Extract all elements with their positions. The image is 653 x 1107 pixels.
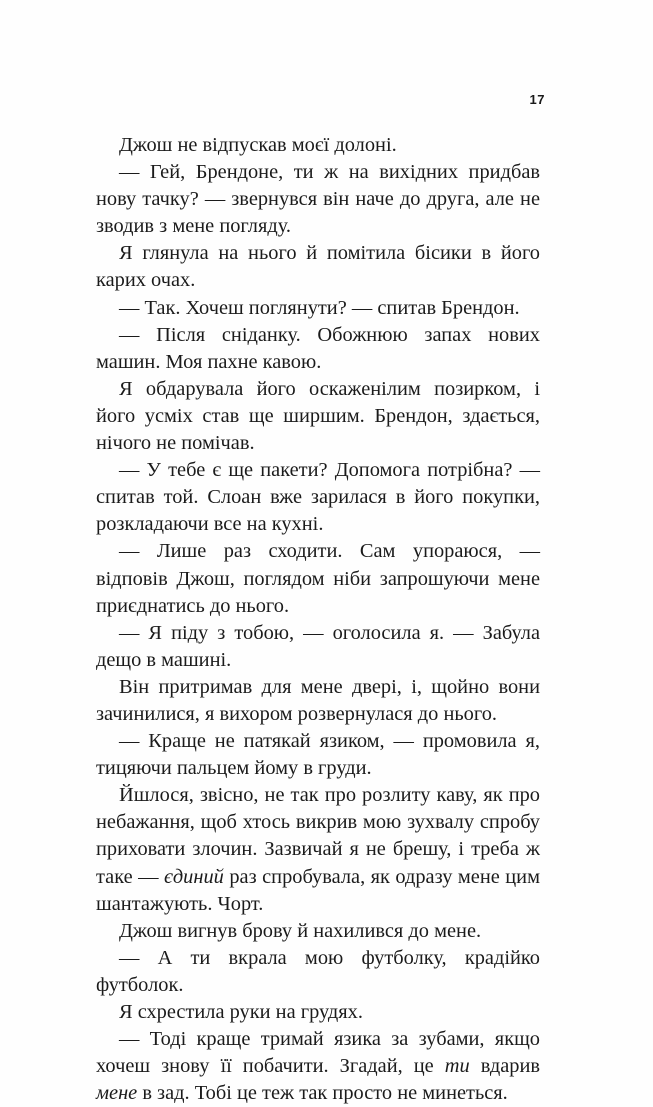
text-segment: — Я піду з тобою, — оголосила я. — Забула дещо в машині. (96, 621, 540, 671)
paragraph (96, 457, 540, 538)
text-segment: Я схрестила руки на грудях. (119, 1001, 363, 1023)
emphasis-text: мене (96, 1082, 138, 1105)
paragraph (96, 999, 540, 1026)
paragraph (96, 1026, 540, 1107)
paragraph (96, 620, 540, 674)
paragraph (96, 240, 540, 294)
text-segment: — Тоді краще тримай язика за зубами, якщо хочеш знову її побачити. Згадай, це (96, 1028, 540, 1078)
text-segment: — У тебе є ще пакети? Допомога потрібна? — спитав той. Слоан вже зарилася в його покупки, розкладаючи все на кухні. (96, 459, 540, 536)
paragraph (96, 945, 540, 999)
text-segment: Я глянула на нього й помітила бісики в його карих очах. (96, 242, 540, 292)
text-segment: — Гей, Брендоне, ти ж на вихідних придбав нову тачку? — звернувся він наче до друга, але не зводив з мене погляду. (96, 161, 540, 238)
paragraph (96, 376, 540, 457)
paragraph (96, 728, 540, 782)
text-segment: — Краще не патякай язиком, — промовила я, тицяючи пальцем йому в груди. (96, 730, 540, 780)
paragraph (96, 159, 540, 240)
emphasis-text: єдиний (163, 865, 224, 888)
paragraph (96, 132, 540, 159)
text-segment: Джош вигнув брову й нахилився до мене. (119, 919, 482, 942)
text-segment: Він притримав для мене двері, і, щойно вони зачинилися, я вихором розвернулася до нього. (96, 675, 540, 725)
text-segment: — Після сніданку. Обожнюю запах нових машин. Моя пахне кавою. (96, 323, 540, 373)
page-number: 17 (529, 92, 545, 107)
paragraph (96, 918, 540, 945)
text-segment: — Лише раз сходити. Сам упораюся, — відповів Джош, поглядом ніби запрошуючи мене приєднатись до нього. (96, 540, 540, 617)
emphasis-text: ти (444, 1055, 470, 1078)
paragraph (96, 538, 540, 619)
paragraph (96, 295, 540, 322)
paragraph (96, 674, 540, 728)
text-segment: в зад. Тобі це теж так просто не минеться. (137, 1082, 508, 1105)
text-segment: Йшлося, звісно, не так про розлиту каву, як про небажання, щоб хтось викрив мою зухвалу спробу приховати злочин. Зазвичай я не брешу, і треба ж таке — (96, 784, 540, 888)
paragraph (96, 782, 540, 917)
text-segment: вдарив (469, 1055, 540, 1078)
text-segment: раз спробувала, як одразу мене цим шантажують. Чорт. (96, 865, 540, 915)
text-segment: — Так. Хочеш поглянути? — спитав Брендон. (119, 296, 520, 319)
text-segment: Джош не відпускав моєї долоні. (119, 134, 397, 156)
paragraph (96, 322, 540, 376)
text-segment: — А ти вкрала мою футболку, крадійко футболок. (96, 946, 540, 996)
text-segment: Я обдарувала його оскаженілим позирком, і його усміх став ще ширшим. Брендон, здається, нічого не помічав. (96, 377, 540, 455)
body-text (96, 132, 540, 1107)
